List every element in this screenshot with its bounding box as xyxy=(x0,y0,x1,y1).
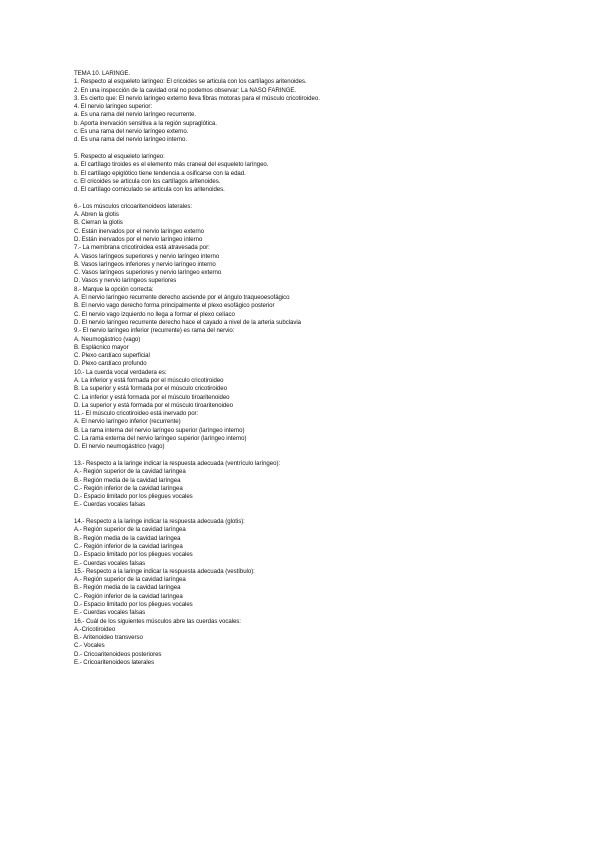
document-title: TEMA 10. LARINGE. xyxy=(74,70,131,77)
question-16-option: D.- Cricoaritenoideos posteriores xyxy=(74,650,162,658)
question-8-option: B. El nervio vago derecho forma principalmente el plexo esofágico posterior xyxy=(74,302,275,310)
question-11-stem: 11.- El músculo cricotiroideo está inervado por: xyxy=(74,410,199,418)
question-11-option: D. El nervio neumogástrico (vago) xyxy=(74,443,165,451)
question-13-stem: 13.- Respecto a la laringe indicar la respuesta adecuada (ventrículo laríngeo): xyxy=(74,459,281,467)
question-6-option: A. Abren la glotis xyxy=(74,211,119,219)
question-9-option: D. Plexo cardíaco profundo xyxy=(74,360,147,368)
question-2: 2. En una inspección de la cavidad oral no podemos observar: La NASO FARINGE. xyxy=(74,86,297,94)
question-16-option: C.- Vocales xyxy=(74,642,105,650)
question-6-option: B. Cierran la glotis xyxy=(74,219,123,227)
question-15-option: E.- Cuerdas vocales falsas xyxy=(74,609,146,617)
question-5-option: d. El cartílago corniculado se articula con los aritenoides. xyxy=(74,186,225,194)
question-14-option: A.- Región superior de la cavidad laríngea xyxy=(74,526,186,534)
question-4-option: d. Es una rama del nervio laríngeo interno. xyxy=(74,136,188,144)
document-body xyxy=(74,70,374,667)
spacer xyxy=(74,510,374,518)
question-15-option: B.- Región media de la cavidad laríngea xyxy=(74,584,181,592)
question-4-option: b. Aporta inervación sensitiva a la región supraglótica. xyxy=(74,119,217,127)
question-6-option: D. Están inervados por el nervio laríngeo interno xyxy=(74,235,203,243)
question-7-option: D. Vasos y nervio laríngeos superiores xyxy=(74,277,177,285)
question-10-option: A. La inferior y está formada por el músculo cricotiroideo xyxy=(74,376,224,384)
spacer xyxy=(74,145,374,153)
question-9-option: C. Plexo cardíaco superficial xyxy=(74,352,150,360)
question-4-option: a. Es una rama del nervio laríngeo recurrente. xyxy=(74,111,197,119)
question-16-stem: 16.- Cuál de los siguientes músculos abre las cuerdas vocales: xyxy=(74,617,241,625)
question-3: 3. Es cierto que: El nervio laríngeo externo lleva fibras motoras para el músculo cricotiroideo. xyxy=(74,94,320,102)
question-14-stem: 14.- Respecto a la laringe indicar la respuesta adecuada (glotis): xyxy=(74,518,245,526)
question-9-option: B. Esplácnico mayor xyxy=(74,343,129,351)
question-4-option: c. Es una rama del nervio laríngeo externo. xyxy=(74,128,189,136)
question-14-option: D.- Espacio limitado por los pliegues vocales xyxy=(74,551,193,559)
question-11-option: B. La rama interna del nervio laríngeo superior (laríngeo interno) xyxy=(74,426,245,434)
question-7-option: A. Vasos laríngeos superiores y nervio laríngeo interno xyxy=(74,252,220,260)
question-15-stem: 15.- Respecto a la laringe indicar la respuesta adecuada (vestíbulo): xyxy=(74,567,255,575)
question-10-option: C. La inferior y está formada por el músculo tiroaritenoideo xyxy=(74,393,230,401)
question-15-option: C.- Región inferior de la cavidad laríngea xyxy=(74,592,183,600)
question-11-option: C. La rama externa del nervio laríngeo superior (laríngeo interno) xyxy=(74,435,247,443)
question-5-stem: 5. Respecto al esqueleto laríngeo: xyxy=(74,152,165,160)
spacer xyxy=(74,194,374,202)
question-14-option: C.- Región inferior de la cavidad laríngea xyxy=(74,542,183,550)
question-8-option: A. El nervio laríngeo recurrente derecho asciende por el ángulo traqueoesofágico xyxy=(74,294,290,302)
question-16-option: B.- Aritenoideo transverso xyxy=(74,634,143,642)
spacer xyxy=(74,452,374,460)
question-13-option: D.- Espacio limitado por los pliegues vocales xyxy=(74,493,193,501)
question-1: 1. Respecto al esqueleto laríngeo: El cricoides se articula con los cartílagos aritenoides. xyxy=(74,78,307,86)
question-7-option: C. Vasos laríngeos superiores y nervio laríngeo externo xyxy=(74,269,222,277)
question-9-option: A. Neumogástrico (vago) xyxy=(74,335,141,343)
question-9-stem: 9.- El nervio laríngeo inferior (recurrente) es rama del nervio: xyxy=(74,327,235,335)
question-15-option: A.- Región superior de la cavidad laríngea xyxy=(74,576,186,584)
question-10-stem: 10.- La cuerda vocal verdadera es: xyxy=(74,368,167,376)
question-13-option: E.- Cuerdas vocales falsas xyxy=(74,501,146,509)
question-8-option: D. El nervio laríngeo recurrente derecho hace el cayado a nivel de la arteria subclavia xyxy=(74,318,302,326)
question-13-option: A.- Región superior de la cavidad laríngea xyxy=(74,468,186,476)
question-10-option: D. La superior y está formada por el músculo tiroaritenoideo xyxy=(74,401,233,409)
question-4-stem: 4. El nervio laríngeo superior: xyxy=(74,103,153,111)
question-15-option: D.- Espacio limitado por los pliegues vocales xyxy=(74,601,193,608)
question-10-option: B. La superior y está formada por el músculo cricotiroideo xyxy=(74,385,227,393)
question-6-stem: 6.- Los músculos cricoaritenoideos laterales: xyxy=(74,202,192,210)
question-6-option: C. Están inervados por el nervio laríngeo externo xyxy=(74,227,204,235)
question-8-stem: 8.- Marque la opción correcta: xyxy=(74,285,154,293)
question-5-option: b. El cartílago epiglótico tiene tendencia a osificarse con la edad. xyxy=(74,169,246,177)
question-16-option: E.- Cricoaritenoideos laterales xyxy=(74,659,155,667)
question-16-option: A.-Cricotiroideo xyxy=(74,625,116,633)
question-8-option: C. El nervio vago izquierdo no llega a formar el plexo celíaco xyxy=(74,310,235,318)
question-5-option: c. El cricoides se articula con los cartílagos aritenoides. xyxy=(74,177,221,185)
question-11-option: A. El nervio laríngeo inferior (recurrente) xyxy=(74,418,181,426)
question-13-option: C.- Región inferior de la cavidad laríngea xyxy=(74,484,183,492)
question-14-option: E.- Cuerdas vocales falsas xyxy=(74,559,146,567)
question-7-option: B. Vasos laríngeos inferiores y nervio laríngeo interno xyxy=(74,260,216,268)
question-14-option: B.- Región media de la cavidad laríngea xyxy=(74,534,181,542)
question-7-stem: 7.- La membrana cricotiroidea está atravesada por: xyxy=(74,244,210,252)
question-13-option: B.- Región media de la cavidad laríngea xyxy=(74,476,181,484)
question-5-option: a. El cartílago tiroides es el elemento más craneal del esqueleto laríngeo. xyxy=(74,161,269,169)
